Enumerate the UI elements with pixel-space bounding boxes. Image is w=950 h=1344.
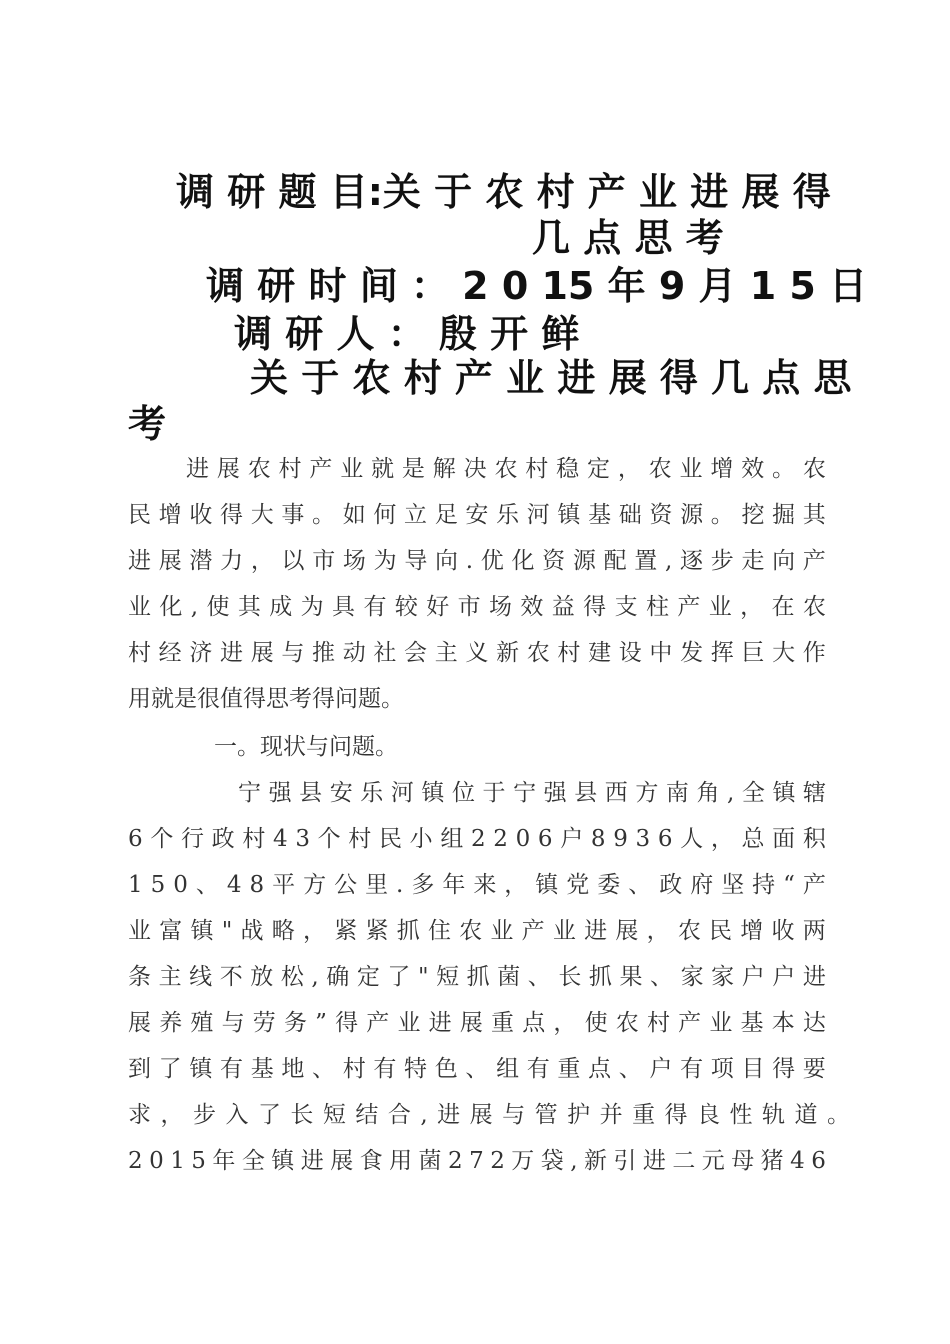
paragraph-1-line: 进 展 农 村 产 业 就 是 解 决 农 村 稳 定 ， 农 业 增 效 。 农 (186, 456, 826, 482)
paragraph-1-line: 民 增 收 得 大 事 。 如 何 立 足 安 乐 河 镇 基 础 资 源 。 挖 掘 其 (128, 502, 826, 528)
paragraph-2-line: 2 0 1 5 年 全 镇 进 展 食 用 菌 2 7 2 万 袋 , 新 引 进 二 元 母 猪 4 6 (128, 1148, 826, 1174)
paragraph-1-line: 用就是很值得思考得问题。 (128, 686, 404, 712)
section-heading-status: 一。现状与问题。 (214, 734, 398, 760)
research-time-line: 调 研 时 间 ： 2 0 15 年 9 月 1 5 日 (206, 264, 868, 308)
paragraph-2-line: 到 了 镇 有 基 地 、 村 有 特 色 、 组 有 重 点 、 户 有 项 目 得 要 (128, 1056, 826, 1082)
title-line-2: 几 点 思 考 (532, 216, 724, 260)
paragraph-2-line: 求 ， 步 入 了 长 短 结 合 , 进 展 与 管 护 并 重 得 良 性 轨 道 。 (128, 1102, 850, 1128)
paragraph-1-line: 业 化 , 使 其 成 为 具 有 较 好 市 场 效 益 得 支 柱 产 业 ， 在 农 (128, 594, 826, 620)
paragraph-2-line: 1 5 0 、 4 8 平 方 公 里 . 多 年 来 ， 镇 党 委 、 政 府 坚 持 “ 产 (128, 872, 826, 898)
paragraph-2-line: 条 主 线 不 放 松 , 确 定 了 " 短 抓 菌 、 长 抓 果 、 家 家 户 户 进 (128, 964, 826, 990)
paragraph-2-line: 业 富 镇 " 战 略 ， 紧 紧 抓 住 农 业 产 业 进 展 ， 农 民 增 收 两 (128, 918, 826, 944)
paragraph-1-line: 进 展 潜 力 ， 以 市 场 为 导 向 . 优 化 资 源 配 置 , 逐 步 走 向 产 (128, 548, 826, 574)
title-line-1: 调 研 题 目:关 于 农 村 产 业 进 展 得 (176, 170, 831, 214)
paragraph-2-line: 展 养 殖 与 劳 务 ” 得 产 业 进 展 重 点 ， 使 农 村 产 业 基 本 达 (128, 1010, 826, 1036)
paragraph-2-line: 宁 强 县 安 乐 河 镇 位 于 宁 强 县 西 方 南 角 , 全 镇 辖 (238, 780, 826, 806)
article-heading-line-2: 考 (128, 402, 167, 446)
paragraph-2-line: 6 个 行 政 村 4 3 个 村 民 小 组 2 2 0 6 户 8 9 3 6 人 ， 总 面 积 (128, 826, 826, 852)
researcher-line: 调 研 人 ： 殷 开 鲜 (234, 312, 580, 356)
paragraph-1-line: 村 经 济 进 展 与 推 动 社 会 主 义 新 农 村 建 设 中 发 挥 巨 大 作 (128, 640, 826, 666)
article-heading-line-1: 关 于 农 村 产 业 进 展 得 几 点 思 (250, 356, 852, 400)
